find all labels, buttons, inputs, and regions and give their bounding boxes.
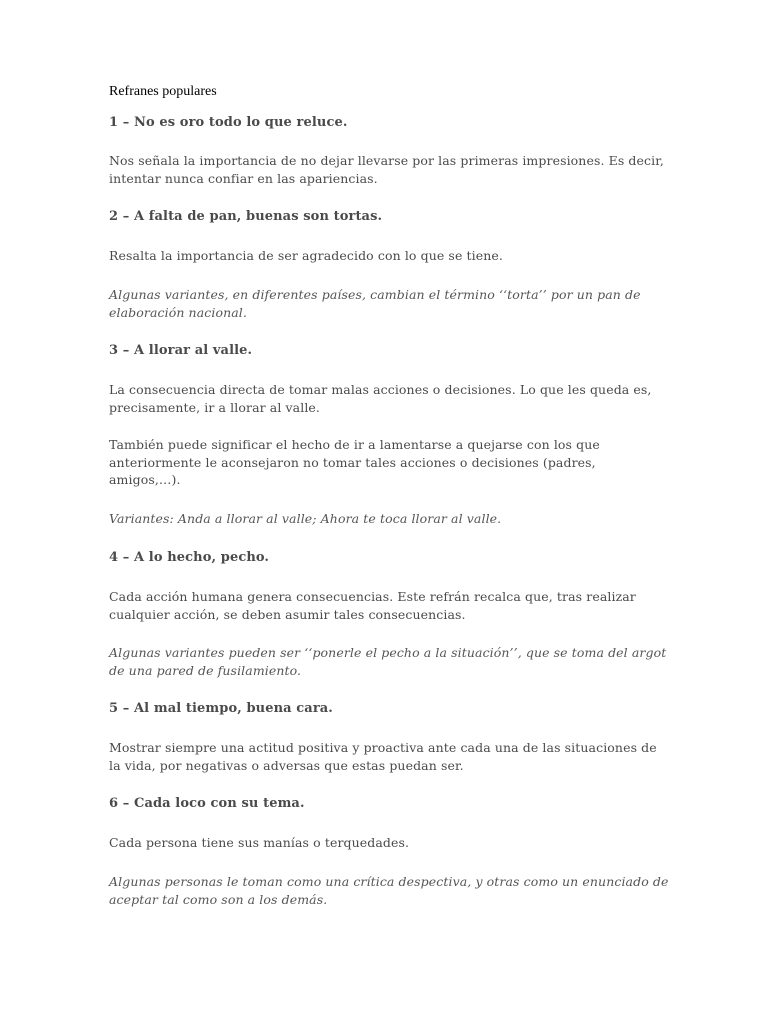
section-heading-4: 4 – A lo hecho, pecho.	[109, 550, 270, 565]
section-paragraph: Cada acción humana genera consecuencias. Este refrán recalca que, tras realizar cualquier acción, se deben asumir tales consecuencias.	[109, 589, 636, 622]
section-paragraph: Cada persona tiene sus manías o terquedades.	[109, 835, 410, 850]
section-paragraph: La consecuencia directa de tomar malas acciones o decisiones. Lo que les queda es, precisamente, ir a llorar al valle.	[109, 382, 652, 415]
section-heading-6: 6 – Cada loco con su tema.	[109, 796, 305, 811]
section-heading-2: 2 – A falta de pan, buenas son tortas.	[109, 209, 383, 224]
section-paragraph: Resalta la importancia de ser agradecido con lo que se tiene.	[109, 248, 503, 263]
section-heading-5: 5 – Al mal tiempo, buena cara.	[109, 701, 333, 716]
section-variants: Algunas variantes, en diferentes países, cambian el término ‘‘torta’’ por un pan de elaboración nacional.	[109, 287, 641, 320]
section-variants: Variantes: Anda a llorar al valle; Ahora te toca llorar al valle.	[109, 511, 502, 526]
section-variants: Algunas variantes pueden ser ‘‘ponerle el pecho a la situación’’, que se toma del argot de una pared de fusilamiento.	[109, 645, 667, 678]
document-title: Refranes populares	[109, 84, 217, 99]
section-paragraph: Mostrar siempre una actitud positiva y proactiva ante cada una de las situaciones de la vida, por negativas o adversas que estas puedan ser.	[109, 740, 657, 773]
section-paragraph: También puede significar el hecho de ir a lamentarse a quejarse con los que anteriormente le aconsejaron no tomar tales acciones o decisiones (padres, amigos,…).	[109, 437, 600, 487]
section-heading-1: 1 – No es oro todo lo que reluce.	[109, 115, 348, 130]
section-variants: Algunas personas le toman como una crítica despectiva, y otras como un enunciado de aceptar tal como son a los demás.	[109, 874, 669, 907]
section-paragraph: Nos señala la importancia de no dejar llevarse por las primeras impresiones. Es decir, intentar nunca confiar en las apariencias.	[109, 153, 664, 186]
section-heading-3: 3 – A llorar al valle.	[109, 343, 253, 358]
